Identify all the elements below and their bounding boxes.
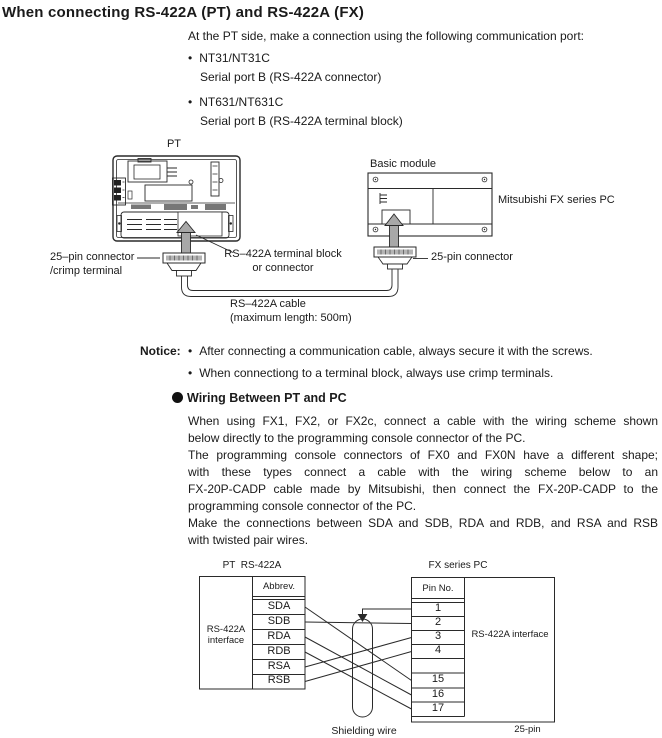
pin-cell: 16 <box>431 688 445 700</box>
left-25pin-connector-illustration <box>163 253 205 276</box>
wiring-paragraph-line: FX-20P-CADP cable made by Mitsubishi, then connect the FX-20P-CADP to the <box>188 482 658 496</box>
abbrev-header: Abbrev. <box>262 581 296 592</box>
bullet-icon: • <box>188 51 193 65</box>
terminal-block-label-line2: or connector <box>252 262 314 274</box>
pt-label: PT <box>166 138 182 150</box>
signal-cell: SDA <box>267 600 291 612</box>
notice-item-2 <box>188 366 553 380</box>
intro-item-2-port: Serial port B (RS-422A terminal block) <box>200 114 403 128</box>
terminal-block-label-line1: RS–422A terminal block <box>224 248 342 260</box>
right-25pin-connector-illustration <box>374 247 416 269</box>
page-title: When connecting RS-422A (PT) and RS-422A (FX) <box>2 4 365 21</box>
wiring-paragraph-line: Make the connections between SDA and SDB, RDA and RDB, and RSA and RSB <box>188 516 658 530</box>
cable-label-line1: RS–422A cable <box>230 298 306 310</box>
wiring-paragraph-line: with these types connect a cable with the wiring scheme below to an <box>188 465 658 479</box>
signal-cell: RDA <box>267 630 291 642</box>
wiring-paragraph-line: The programming console connectors of FX0 and FX0N have a different shape; <box>188 448 658 462</box>
wiring-paragraph-line: programming console connector of the PC. <box>188 499 417 513</box>
intro-item-1-model: NT31/NT31C <box>199 51 270 65</box>
pin-cell: 4 <box>434 644 442 656</box>
wiring-paragraph-line: below directly to the programming console connector of the PC. <box>188 431 526 445</box>
pt-table-title: PT RS-422A <box>222 560 282 571</box>
intro-item-2 <box>188 95 283 109</box>
wiring-section-heading: Wiring Between PT and PC <box>187 391 347 405</box>
intro-text: At the PT side, make a connection using the following communication port: <box>188 29 584 43</box>
bullet-icon: • <box>188 95 193 109</box>
shield-label: Shielding wire <box>331 725 397 737</box>
left-connector-label-line2: /crimp terminal <box>50 265 123 277</box>
notice-item-1 <box>188 344 593 358</box>
pin-cell: 17 <box>431 702 445 714</box>
bullet-icon: • <box>188 366 193 380</box>
pt-device-illustration <box>113 156 241 241</box>
notice-label: Notice: <box>140 344 181 358</box>
fx-table-title: FX series PC <box>428 560 488 571</box>
intro-item-1 <box>188 51 270 65</box>
left-connector-label-line1: 25–pin connector <box>50 251 135 263</box>
notice-item-2-text: When connectiong to a terminal block, always use crimp terminals. <box>199 366 554 380</box>
notice-item-1-text: After connecting a communication cable, always secure it with the screws. <box>199 344 593 358</box>
intro-item-1-port: Serial port B (RS-422A connector) <box>200 70 382 84</box>
basic-module-illustration <box>368 173 492 236</box>
cable-label-line2: (maximum length: 500m) <box>230 312 352 324</box>
signal-cell: RDB <box>267 645 291 657</box>
intro-item-2-model: NT631/NT631C <box>199 95 284 109</box>
right-connector-label: 25-pin connector <box>431 251 513 263</box>
pin-cell: 1 <box>434 602 442 614</box>
pin-cell: 2 <box>434 616 442 628</box>
pin-size-label: 25-pin <box>514 724 541 735</box>
basic-module-label: Basic module <box>370 158 437 170</box>
pin-header: Pin No. <box>422 583 454 594</box>
signal-cell: RSB <box>267 674 291 686</box>
pc-label: Mitsubishi FX series PC <box>498 194 615 206</box>
bullet-icon: • <box>188 344 193 358</box>
signal-wires <box>305 607 412 709</box>
pin-cell: 15 <box>431 673 445 685</box>
wiring-paragraph-line: When using FX1, FX2, or FX2c, connect a cable with the wiring scheme shown <box>188 414 658 428</box>
connection-diagram <box>0 135 662 335</box>
fx-interface-label: RS-422A interface <box>471 629 549 640</box>
wiring-diagram <box>0 560 662 738</box>
pt-interface-label: RS-422A interface <box>206 624 246 646</box>
wiring-paragraph-line: with twisted pair wires. <box>188 533 309 547</box>
pin-cell: 3 <box>434 630 442 642</box>
signal-cell: SDB <box>267 615 291 627</box>
shield-to-pin1-wire <box>359 609 412 621</box>
signal-cell: RSA <box>267 660 291 672</box>
section-bullet-icon <box>172 392 183 403</box>
